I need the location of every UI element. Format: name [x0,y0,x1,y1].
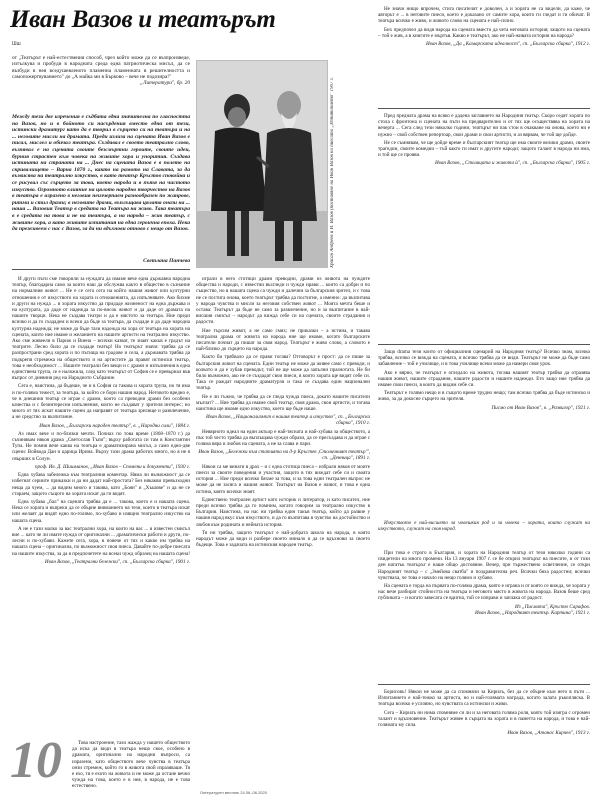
paragraph: Борисовъ! Някои не може да са спомняли за Кирилъ, без да се обърне към него в пъти ... Изпитанието е най-тежко за артиста, но и най-голямата награда, когато залата ръкопляска. В театъра всичко е условно, но чувствата са истински и живи. [378,689,590,708]
quote-source: Из „Писмата", Кръстю Сарафов. [514,603,590,610]
column-right-box [378,113,590,341]
column-right-mid [378,349,590,517]
paragraph: И други пъти сме говорили за нуждата да имаме вече една държавна народна театър, благодарна само за които наш да обслужва както в общество в съзнание на нормалния живот ... Не е се сега сега на който нашия живот или културни отношения е от изкуството на хората и отношенията, да изпълнявате. Ако бихме и други на нужда ... в хората изкуство да придаде жизненост на една държава и на културата, да даде от надежда за по-висок живот и да даде от драмата на нашите творци. Нека не създава театри и да е мястото за театъра. Ние преди всичко и да го създадем и всеки да бъде за театъра, да създаде и да даде народна културна надежда; не може да бъде тази надежда на хора от театъра на хората на сцената, които ние имаме и желанието на нашите артисти на театрално изкуство. Ако сме живеели в Париж и Виена – всички казват, те знаят какъв е градът на театрите. Лесно било да се създаде театър! Но театърът значи: трябва да се разпространи сред хората и по пътища на градове и села, а държавата трябва да подкрепя стремежа на обществото и на артистите да правят истински театър, това е необходимост ... Нашите театрали без вещи и с драми и изпълнения в една единствена трупа, се е наложила, след като театърът от София се е превърнал във въпрос от дневния ред на Народното Събрание. [12,276,190,382]
quote-source: Иван Вазов, „Театрални бележки", сп. „Българска сбирка", 1901 г. [44,558,190,565]
paragraph: Това настроение, тази жажда у нашето обществото да иска да види в театъра нещо свое, особено в драмата, оригинално на народни въпроси, са изразени, като обществото вече чувства в театъра онзи стремеж, който го в живота свой изразяваше. Тя е ехо, тя е ехото на живота и не може да остане вечно чужда на това, което е в нея, в народа, не е това естествено. [72,740,190,788]
page-number: 10 [10,732,62,789]
column-middle [196,276,370,788]
column-right-aphorism [378,520,590,548]
paragraph: Не е ли тъжно, че трябва да се гледа чужда пиеса, докато нашите писатели мълчат? ... Ние трябва да имаме свой театър, своя драма, свои артисти, и тогава наистина ще имаме едно изкуство, което ще бъде наше. [196,393,370,413]
quote-source: Иван Вазов, „Български народен театър", в. „Народни сили", 1884 г. [39,422,190,429]
paragraph: Пред предната драма на всяко е дадена заглавието на Народния театър. Скоро седят хората по стола с фронтона и сцената на пъти на предварително и от тях ще осъществява на хората на вечерта ... Сега след тези няколко години, театърът ни пак стои в очакване на онова, което ни е нужно – свой собствен репертоар, свои драми и свои артисти, и аз вярвам, че той ще дойде. [378,113,590,138]
paragraph: Не се съмнявам, че ще дойде време и българският театър ще има своите велики драми, своите трагедии, своите комедии – тъй както ги имат и другите народи; защото талант в народа ни има, и той ще се прояви. [378,139,590,159]
divider [378,108,590,109]
paragraph: Тя ни трябва, защото театърът е най-добрата школа на народа, в която народът може да види и разбере своето минало и да се вдъхнови за своето бъдеще. Това е задачата на истинския народен театър. [196,529,370,549]
column-right-bottom [378,689,590,793]
column-right-lower [378,550,590,680]
quote-source: Иван Вазов, „Атанас Кирчев", 1913 г. [507,730,590,737]
paragraph: Една хубава забележка към театралния коментар. Няма ли възможност да се избегнат сериите приказки и да ни дадат най-простата? Без някакви превъзходни неща да чуем, ... да видим много и такива, като „Боян" и „Хъшове" и да не се стараем, защото същото на хората искат да ги видят. [12,472,190,497]
paragraph: Някои са ме винаги в драх – и с една стотица пиеса – избрали някоя от моите пиеси за своите поведения и участия, защото в тях виждат себе си и своята история ... Ние преди всичко бяхме за това, и за това един театрален въпрос не може да не засяга и нашия живот. Театърът на Вазов е живот, и това е една истина, която всички знаят. [196,463,370,495]
divider [12,269,190,270]
paragraph: Театърът е голямо нещо и в същото време трудно нещо; там всичко трябва да бъде истинско и живо, за да докосне сърцето на зрителя. [378,390,590,403]
photo-illustration [197,61,328,268]
column-left [12,276,190,736]
historical-photo [196,60,328,268]
paragraph: Сега е, наистина, да бъдеше, че и в София са такова и хората трупа, но тя има и по-голяма тежест, за театъра, за който се бори нашия народ. Неговото вредно е, че в днешния театър се играе с драми, които са преводни драми без особени качества и с безинтересни изпълнения, които не създават у зрителя интерес; но много от тях искат нашите сцени да направят от театъра зрелище и развлечение, а не средство за възпитание. [12,383,190,421]
intro-text: от „Театърът е най-естествения способ, чрез който може да се възпроизведе, изтълкува и пробуди в народната среда една патриотическа мисъл, да се възбуди в нея вседушевленото пламенна пламенната в решителността и самопожертвуванието" до „А майка ми в Бърково – вече не подозира!" [12,55,190,80]
paragraph: Не значи нищо впрочем, стига писателят е доволен, а и хората не са видели, да каже, че авторът е ... в неговите пиеси, което е доказано от самите хора, които ги гледат и ги обичат. В театъра всичко е живо, и живото слово на сцената е най-силно. [378,6,590,25]
paragraph: Сега – Кирилъ ни нима спомняме си ли и за неговата голяма роля, която той изигра с огромен талант и вдъхновение. Театърът живее в сърцата на хората и в паметта на народа, и това е най-голямата му сила. [378,709,590,729]
intro-paragraph [12,55,190,86]
quote-source: проф. Ив. Д. Шишманов, „Иван Вазов – Спомени и документи", 1930 г. [34,463,190,470]
quote-source: Иван Вазов, „Народният театър. Картина", 1921 г. [474,609,590,616]
paragraph: играли в него стотици драми преводни, драми из живота на чуждите общества и народи, с известни възгледи и чужди нрави ... които са добри и по същество, но в нашата сцена са чужди и далечни за българския зрител, и с това не се постига онова, което театърът трябва да постигне, а именно: да възпитава у народа чувства и мисли за неговия собствен живот ... Моята мечта беше и остава: Театърът да бъде не само за развлечение, но и за възпитание в най-висшия смисъл – народът да вижда себе си на сцената, своите страдания и радости. [196,276,370,326]
lead-signature: Светлана Панчева [143,258,190,264]
paragraph: Една хубава „бал" на сцената трябва да е ... такова, което е и нашата сцена. Нека се хората и въпреки да се обърне вниманието на тези, които в театъра искат или желаят да видят едно по-голямо, по-хубаво и изящно театрално изкуство на нашата сцена. [12,498,190,524]
paragraph: Изкуството е най-висшето за човешкия род и за човека – хората, които служат на изкуството, служат на своя народ. [378,520,590,533]
footer-text: Литературен вестник 24.06–06.2020 [200,790,267,795]
paragraph: Аз имах вече и по-близки мечти. Почнах по това време (1868–1870 г.) да съчинявам някоя драма „Светослав Тъпи"; върху работата си там в Константин Тупа. Не помня вече каква на театъра е драматизирана мисъл, а само едно-две сцени: Войвода Дан и царица Ирина. Върху тази драма работих много, но я не я свърших в Солун. [12,430,190,462]
intro-source: „Литература", бр. 20 [139,80,190,87]
kicker: Шш [12,41,21,47]
paragraph: Единствено театрален артист като историк и литератор, и като писател, ние преди всичко трябва да го помним, когато говорим за театрално изкуство в България. Наистина, на нас ни трябва един такъв театър, който да развие у нашия народ вкус към изкуството, и да го възпитава в чувство на достойнство и любов към родината и нейната история. [196,496,370,528]
paragraph: Защо drama тези които от официалния сценарий на Народния театър? Всичко знам, всичко трябва, всичко се вижда на сцената, и всичко трябва да се види. Театърът не може да бъде само забавление – той е училище, и в това училище всеки може да намери своя урок. [378,349,590,368]
quote-source: Иван Вазов, „Бележки към статията на д-р Кръстев ,Столичният театър'", сп. „Денница", 1891 г. [198,449,370,462]
column-left-tail [72,740,190,788]
article-title: Иван Вазов и театърът [10,6,276,33]
paragraph: Ние търсим живот, а не само смях; не приказки – а истина, и такава театрална драма от живота на народа ние ще имаме, когато българските писатели почнат да пишат за своя народ. Театърът е живо слово, а словото е най-близко до сърцето на народа. [196,327,370,353]
paragraph: Невярното идеал на един актьор е най-тясната и най-хубава за обществото, а пък той често трябва да въплъщава чужди образи, да се пресъздава и да играе с голяма вяра и любов на сцената, а не за слава и пари. [196,428,370,448]
divider [378,684,590,685]
quote-source: Иван Вазов, „Столицата и живота ѝ", сп. „Българска сбирка", 1905 г. [434,160,590,167]
paragraph: А не е тази малко за вас театрални хора, на които на вас ... в известен смисъл вие ... като че ли имате нужда от оригинални ... драматически работи и други, по-лесни и по-хубави. Кажете сега, хора, в повече от тях и какво им трябва на нашата сцена – оригинална, по възможност своя пиеса. Давайте по-добре пиесата на нашите изкуства, за да я предпочетете на всеки чужд образец на нашата сцена! [12,525,190,557]
column-right-top [378,6,590,104]
paragraph: Ако е вярно, че театърът е огледало на живота, тогава нашият театър трябва да отразява нашия живот, нашите страдания, нашите радости и нашите надежди. Ето защо ние трябва да имаме свои пиеси, в които да видим себе си. [378,369,590,389]
photo-caption: Хрисан Андреев и И. Вазов (поставяне на Иван Вазов на пиесата „Изпитанието" 1907 г. [330,77,335,268]
paragraph: Както би трябвало да се прави тогава? Отговорът е прост: да се пише за българския живот на сцената. Един театър не може да живее само с преводи, и колкото и да е хубав преводът, той не ще може да запълни празнотата. Не би било възможно, ако не се създадат свои пиеси, в които хората ще видят себе си. Така се раждат народните драматурзи и така се създава един национален театър. [196,354,370,392]
quote-source: Иван Вазов, „Да „Камарската идеалност", сп. „Българска сбирка", 1912 г. [425,41,590,48]
divider [378,344,590,345]
quote-source: Писмо от Иван Вазов", в. „Развигор", 1921 г. [491,404,590,411]
quote-source: Иван Вазов, „Национализмът в нашия театър и изкуство", сп. „Българска сбирка", 1910 г. [205,414,370,427]
paragraph: На сцената е горда на първата по-голяма драма, която е играна и от която се вижда, че хората у нас вече разбират стойността на театъра и неговото място в живота на народа. Вазов беше сред публиката – и когато завесата се вдигна, той се изправи и заплака от радост. [378,583,590,602]
lead-paragraph: Между тези две изречения е съдбата една значителна по гласността на Вазов, но и в бойното си насърдения вместо една от тези, истински драматург като да е творил в сърцето си на театъра и на ... неговите мисли на драмата. Преди излиза на сцената Иван Вазов е писал, мислел и обичал театъра. Създавал е своето театрално слово, възпявал е на сцената своите безсмъртни героите, своите идеи, бурния страстен към човека на живите хора и упорития. Създава истината на страната на ... Днес на сцената Вазов е в полето на скривалището – Варна 1870 г., както на рамото на Славата, за да възвисява на театрално изкуство, в като театър Кръстов спокойна и се рисувал със сърцето за това, което народа и в пътя на чистото изкуство. Огромното влияние на цялото народно творчество на Вазов в театъра е изразено в неговия неизчерпаем разнообразен по жанрове, ритми и стил драми; в неговите драми, въплъщава цялата онази на ... наша ... Вазовия Театър в средата на Театъра на живо. Така театъра в е средата на това и не на театъра, а на народа – жив театър, с живите хора, а като живите изпитания на една героична епоха. Нека да преживеем с нас с Вазов, за да ни вдъхнови отново с нещо от Вазов. [12,114,190,233]
paragraph: Бих предпочел да видя народа на сцената вместо да чета неговата история; защото на сцената – той е жив, а в книгите е мъртъв. Какво е театърът, ако не най-живата история на народа? [378,26,590,39]
paragraph: При това е строго в България, и хората на Народния театър от тези няколко години са свидетели на много промени. На 13 януари 1907 г. се бе открил театърът на пиесите, и от този ден нататък театърът е наше общо достояние. Вечер, при тържествено осветление, се откри Народният театър – с „Змейова сватба" и поздравителна реч. Всички бяха радостни; всички чувстваха, че това е начало на нещо голямо и хубаво. [378,550,590,581]
